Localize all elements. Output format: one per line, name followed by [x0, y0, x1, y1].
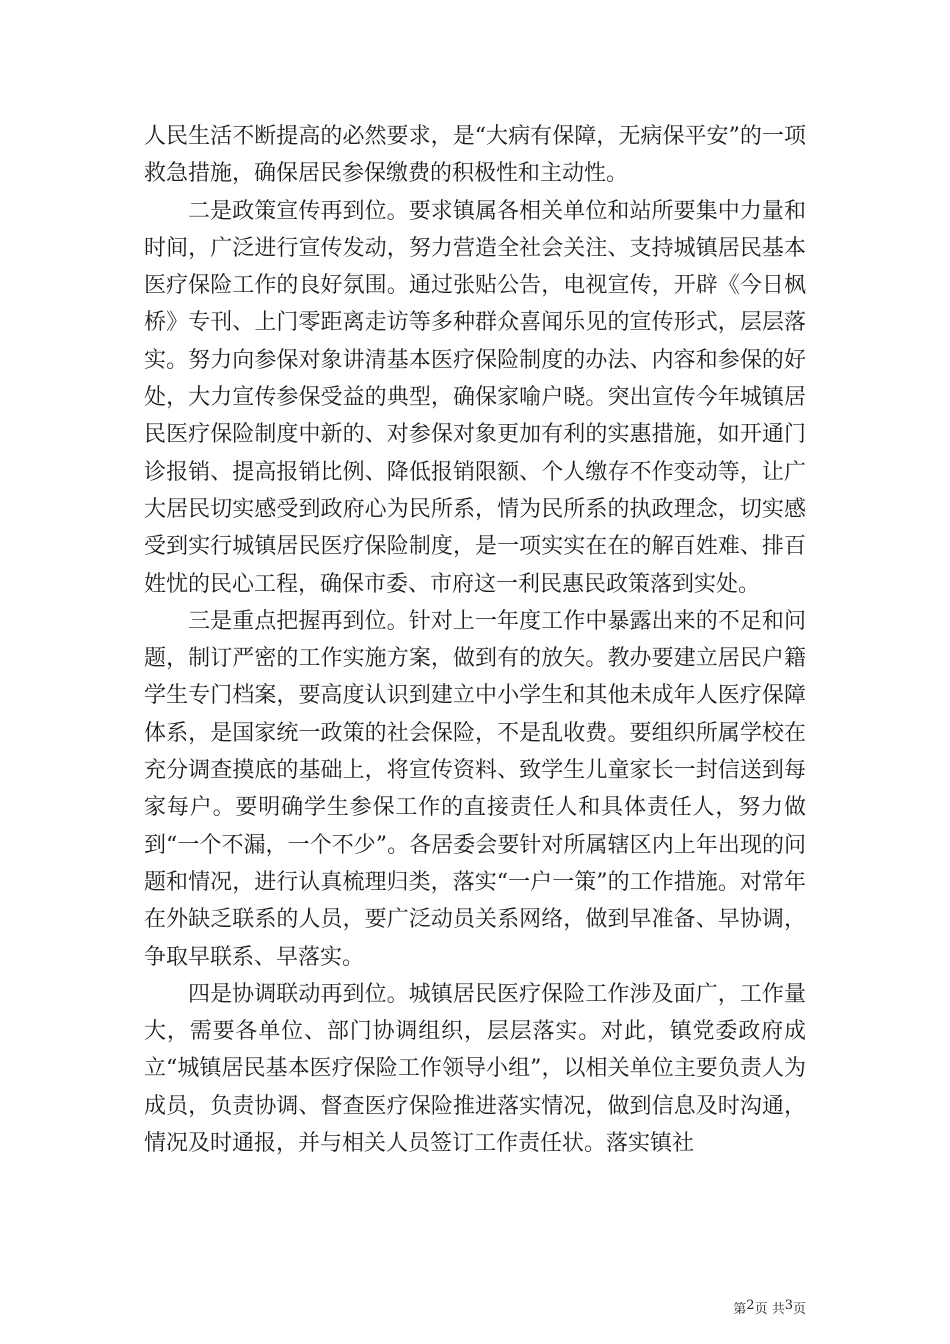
- footer-prefix: 第: [733, 1302, 747, 1317]
- footer-middle: 页 共: [754, 1302, 785, 1317]
- footer-suffix: 页: [792, 1302, 806, 1317]
- footer-current-page: 2: [746, 1298, 755, 1313]
- footer-total-pages: 3: [784, 1298, 793, 1313]
- page-number-footer: [733, 1298, 806, 1317]
- paragraph-4: 四是协调联动再到位。城镇居民医疗保险工作涉及面广，工作量大，需要各单位、部门协调组织，层层落实。对此，镇党委政府成立“城镇居民基本医疗保险工作领导小组”，以相关单位主要负责人为成员，负责协调、督查医疗保险推进落实情况，做到信息及时沟通，情况及时通报，并与相关人员签订工作责任状。落实镇社: [144, 981, 806, 1157]
- document-body: [144, 118, 806, 1162]
- paragraph-3: 三是重点把握再到位。针对上一年度工作中暴露出来的不足和问题，制订严密的工作实施方案，做到有的放矢。教办要建立居民户籍学生专门档案，要高度认识到建立中小学生和其他未成年人医疗保障体系，是国家统一政策的社会保险，不是乱收费。要组织所属学校在充分调查摸底的基础上，将宣传资料、致学生儿童家长一封信送到每家每户。要明确学生参保工作的直接责任人和具体责任人，努力做到“一个不漏，一个不少”。各居委会要针对所属辖区内上年出现的问题和情况，进行认真梳理归类，落实“一户一策”的工作措施。对常年在外缺乏联系的人员，要广泛动员关系网络，做到早准备、早协调，争取早联系、早落实。: [144, 608, 806, 970]
- paragraph-1: 人民生活不断提高的必然要求，是“大病有保障，无病保平安”的一项救急措施，确保居民参保缴费的积极性和主动性。: [144, 124, 806, 187]
- paragraph-2: 二是政策宣传再到位。要求镇属各相关单位和站所要集中力量和时间，广泛进行宣传发动，努力营造全社会关注、支持城镇居民基本医疗保险工作的良好氛围。通过张贴公告，电视宣传，开辟《今日枫桥》专刊、上门零距离走访等多种群众喜闻乐见的宣传形式，层层落实。努力向参保对象讲清基本医疗保险制度的办法、内容和参保的好处，大力宣传参保受益的典型，确保家喻户晓。突出宣传今年城镇居民医疗保险制度中新的、对参保对象更加有利的实惠措施，如开通门诊报销、提高报销比例、降低报销限额、个人缴存不作变动等，让广大居民切实感受到政府心为民所系，情为民所系的执政理念，切实感受到实行城镇居民医疗保险制度，是一项实实在在的解百姓难、排百姓忧的民心工程，确保市委、市府这一利民惠民政策落到实处。: [144, 198, 806, 597]
